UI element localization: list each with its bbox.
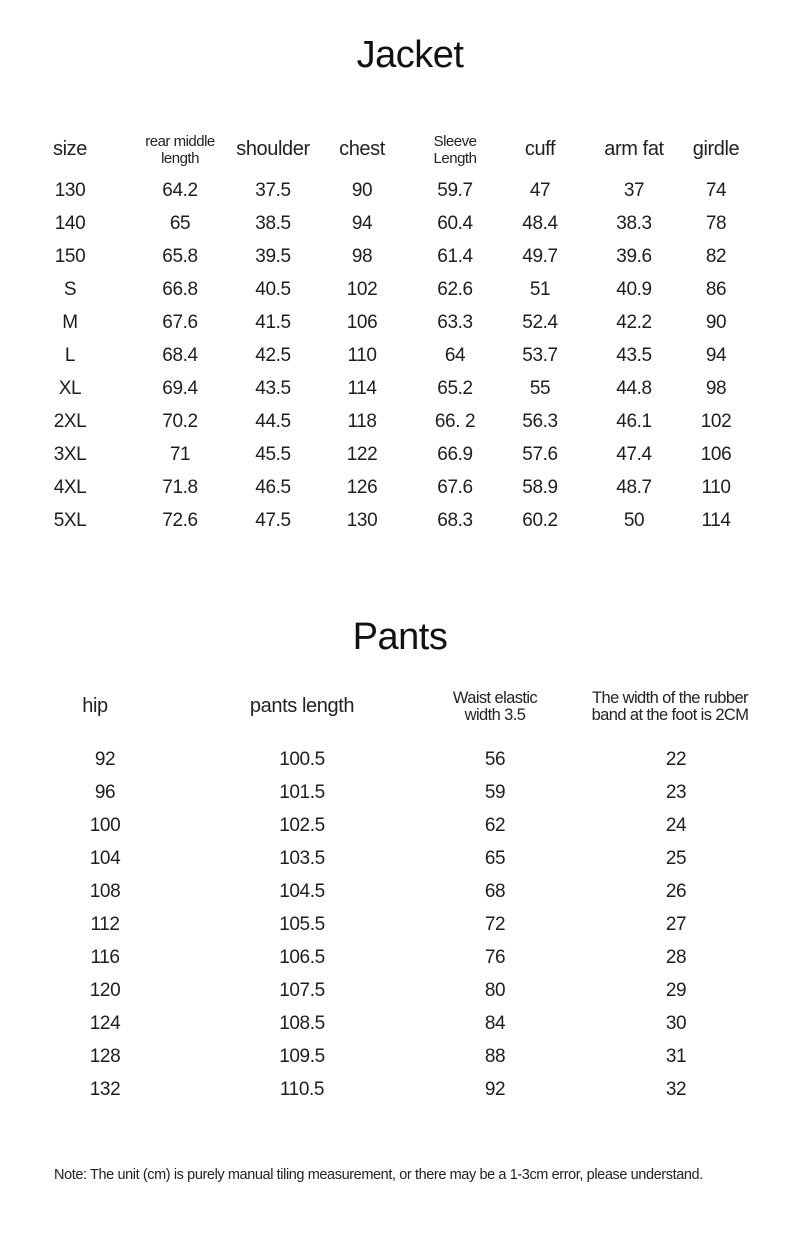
pants-table-cell: 65 (484, 848, 506, 869)
jacket-table-cell: 47 (529, 180, 551, 201)
jacket-table-cell: 67.6 (437, 477, 473, 498)
pants-table-cell: 132 (89, 1079, 121, 1100)
pants-table-cell: 104.5 (279, 881, 325, 902)
jacket-table-cell: 41.5 (255, 312, 291, 333)
jacket-table-cell: 43.5 (616, 345, 652, 366)
jacket-table-cell: S (63, 279, 77, 300)
pants-table-cell: 96 (94, 782, 116, 803)
pants-table-cell: 31 (665, 1046, 687, 1067)
jacket-table-cell: 39.6 (616, 246, 652, 267)
jacket-table-cell: 42.2 (616, 312, 652, 333)
jacket-table-cell: 67.6 (162, 312, 198, 333)
jacket-table-cell: 60.4 (437, 213, 473, 234)
pants-header-cell: pants length (249, 695, 355, 717)
pants-table-cell: 92 (94, 749, 116, 770)
jacket-table-cell: 38.3 (616, 213, 652, 234)
pants-table-cell: 116 (90, 947, 120, 968)
pants-table-cell: 104 (89, 848, 121, 869)
jacket-header-cell: size (53, 138, 87, 160)
jacket-table-cell: 45.5 (255, 444, 291, 465)
jacket-table-cell: 38.5 (255, 213, 291, 234)
jacket-table-cell: 130 (54, 180, 86, 201)
pants-table-cell: 106.5 (279, 947, 325, 968)
jacket-table-cell: 68.4 (162, 345, 198, 366)
jacket-table-cell: 42.5 (255, 345, 291, 366)
jacket-table-cell: 106 (700, 444, 732, 465)
jacket-table-cell: 94 (705, 345, 727, 366)
jacket-table-cell: 66.9 (437, 444, 473, 465)
jacket-table-cell: 43.5 (255, 378, 291, 399)
jacket-table-cell: 57.6 (522, 444, 558, 465)
pants-table-cell: 27 (665, 914, 687, 935)
pants-table-cell: 56 (484, 749, 506, 770)
jacket-table-cell: 102 (346, 279, 378, 300)
pants-table-cell: 25 (665, 848, 687, 869)
jacket-header-cell: Sleeve Length (433, 133, 477, 167)
jacket-title: Jacket (356, 34, 464, 76)
pants-table-cell: 24 (665, 815, 687, 836)
jacket-table-cell: 64 (444, 345, 466, 366)
pants-table-cell: 120 (89, 980, 121, 1001)
jacket-table-cell: 74 (705, 180, 727, 201)
pants-table-cell: 128 (89, 1046, 121, 1067)
jacket-table-cell: 46.5 (255, 477, 291, 498)
pants-table-cell: 103.5 (279, 848, 325, 869)
jacket-table-cell: 59.7 (437, 180, 473, 201)
jacket-table-cell: 110 (347, 345, 377, 366)
jacket-table-cell: XL (58, 378, 82, 399)
jacket-table-cell: 114 (347, 378, 377, 399)
jacket-header-cell: arm fat (604, 138, 664, 160)
jacket-table-cell: 51 (529, 279, 551, 300)
jacket-table-cell: 52.4 (522, 312, 558, 333)
jacket-table-cell: 130 (346, 510, 378, 531)
pants-header-cell: Waist elastic width 3.5 (452, 689, 538, 724)
jacket-header-cell: cuff (524, 138, 556, 160)
pants-table-cell: 105.5 (279, 914, 325, 935)
pants-table-cell: 80 (484, 980, 506, 1001)
jacket-table-cell: 47.4 (616, 444, 652, 465)
jacket-table-cell: 47.5 (255, 510, 291, 531)
jacket-table-cell: 82 (705, 246, 727, 267)
jacket-table-cell: 122 (346, 444, 378, 465)
jacket-table-cell: 86 (705, 279, 727, 300)
jacket-table-cell: 65.2 (437, 378, 473, 399)
pants-table-cell: 32 (665, 1079, 687, 1100)
jacket-table-cell: 90 (351, 180, 373, 201)
jacket-table-cell: 58.9 (522, 477, 558, 498)
jacket-table-cell: 46.1 (616, 411, 652, 432)
jacket-table-cell: 5XL (53, 510, 87, 531)
jacket-table-cell: 60.2 (522, 510, 558, 531)
jacket-table-cell: 61.4 (437, 246, 473, 267)
pants-table-cell: 62 (484, 815, 506, 836)
jacket-table-cell: 53.7 (522, 345, 558, 366)
pants-header-cell: hip (82, 695, 108, 717)
pants-table-cell: 29 (665, 980, 687, 1001)
pants-table-cell: 88 (484, 1046, 506, 1067)
pants-table-cell: 59 (484, 782, 506, 803)
pants-table-cell: 124 (89, 1013, 121, 1034)
jacket-table-cell: 65 (169, 213, 191, 234)
jacket-table-cell: 40.9 (616, 279, 652, 300)
jacket-table-cell: M (62, 312, 78, 333)
jacket-table-cell: 90 (705, 312, 727, 333)
jacket-table-cell: 48.7 (616, 477, 652, 498)
jacket-table-cell: 48.4 (522, 213, 558, 234)
jacket-table-cell: 65.8 (162, 246, 198, 267)
jacket-table-cell: 78 (705, 213, 727, 234)
jacket-table-cell: 55 (529, 378, 551, 399)
jacket-table-cell: L (64, 345, 76, 366)
pants-table-cell: 100 (89, 815, 121, 836)
jacket-header-cell: rear middle length (145, 133, 215, 167)
jacket-table-cell: 64.2 (162, 180, 198, 201)
pants-table-cell: 26 (665, 881, 687, 902)
jacket-table-cell: 71 (169, 444, 191, 465)
jacket-table-cell: 126 (346, 477, 378, 498)
jacket-table-cell: 69.4 (162, 378, 198, 399)
jacket-table-cell: 140 (54, 213, 86, 234)
jacket-table-cell: 49.7 (522, 246, 558, 267)
pants-table-cell: 22 (665, 749, 687, 770)
jacket-table-cell: 4XL (53, 477, 87, 498)
jacket-header-cell: girdle (692, 138, 740, 160)
jacket-table-cell: 150 (54, 246, 86, 267)
pants-table-cell: 30 (665, 1013, 687, 1034)
jacket-table-cell: 72.6 (162, 510, 198, 531)
pants-table-cell: 84 (484, 1013, 506, 1034)
jacket-table-cell: 37.5 (255, 180, 291, 201)
jacket-table-cell: 98 (705, 378, 727, 399)
jacket-table-cell: 106 (346, 312, 378, 333)
jacket-header-cell: chest (339, 138, 385, 160)
jacket-table-cell: 71.8 (162, 477, 198, 498)
pants-table-cell: 101.5 (279, 782, 325, 803)
jacket-table-cell: 114 (701, 510, 731, 531)
jacket-table-cell: 56.3 (522, 411, 558, 432)
jacket-table-cell: 98 (351, 246, 373, 267)
jacket-table-cell: 40.5 (255, 279, 291, 300)
jacket-table-cell: 110 (701, 477, 731, 498)
jacket-table-cell: 50 (623, 510, 645, 531)
jacket-table-cell: 102 (700, 411, 732, 432)
pants-table-cell: 23 (665, 782, 687, 803)
jacket-table-cell: 3XL (53, 444, 87, 465)
jacket-table-cell: 37 (623, 180, 645, 201)
jacket-table-cell: 62.6 (437, 279, 473, 300)
pants-table-cell: 68 (484, 881, 506, 902)
pants-table-cell: 100.5 (279, 749, 325, 770)
pants-table-cell: 72 (484, 914, 506, 935)
jacket-table-cell: 68.3 (437, 510, 473, 531)
pants-table-cell: 102.5 (279, 815, 325, 836)
pants-table-cell: 28 (665, 947, 687, 968)
jacket-table-cell: 94 (351, 213, 373, 234)
pants-table-cell: 92 (484, 1079, 506, 1100)
jacket-table-cell: 39.5 (255, 246, 291, 267)
pants-header-cell: The width of the rubber band at the foot is 2CM (591, 689, 749, 724)
jacket-table-cell: 70.2 (162, 411, 198, 432)
measurement-note: Note: The unit (cm) is purely manual tiling measurement, or there may be a 1-3cm error, please understand. (54, 1167, 703, 1183)
pants-table-cell: 109.5 (279, 1046, 325, 1067)
jacket-table-cell: 63.3 (437, 312, 473, 333)
jacket-table-cell: 66.8 (162, 279, 198, 300)
pants-table-cell: 108 (89, 881, 121, 902)
jacket-header-cell: shoulder (236, 138, 310, 160)
jacket-table-cell: 66. 2 (434, 411, 476, 432)
pants-title: Pants (352, 616, 448, 658)
pants-table-cell: 107.5 (279, 980, 325, 1001)
pants-table-cell: 112 (90, 914, 120, 935)
pants-table-cell: 110.5 (279, 1079, 325, 1100)
jacket-table-cell: 2XL (53, 411, 87, 432)
pants-table-cell: 76 (484, 947, 506, 968)
jacket-table-cell: 118 (347, 411, 377, 432)
jacket-table-cell: 44.5 (255, 411, 291, 432)
jacket-table-cell: 44.8 (616, 378, 652, 399)
pants-table-cell: 108.5 (279, 1013, 325, 1034)
